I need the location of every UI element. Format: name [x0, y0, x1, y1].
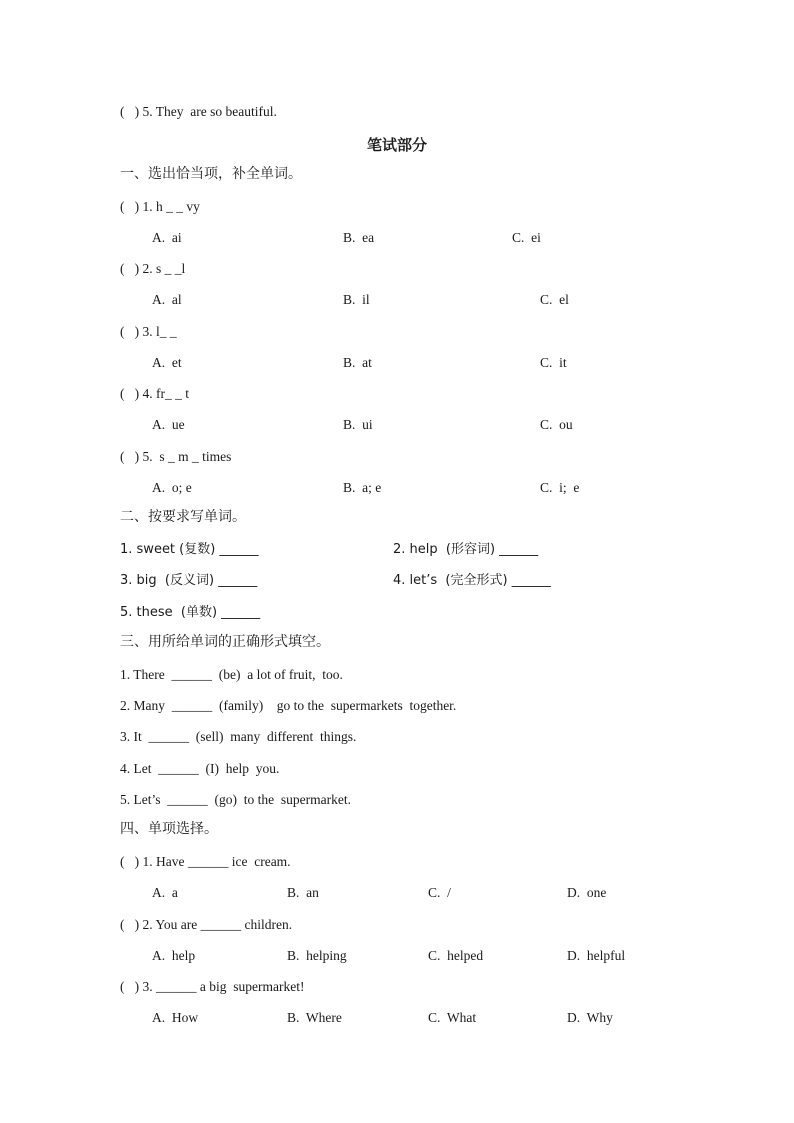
- option-c: C. helped: [428, 948, 484, 963]
- option-b: B. a; e: [343, 480, 382, 495]
- s4-q1: ( ) 1. Have ______ ice cream.: [120, 854, 291, 869]
- option-a: A. ue: [152, 417, 185, 432]
- option-b: B. il: [343, 292, 370, 307]
- section1-heading: 一、选出恰当项，补全单词。: [120, 166, 302, 182]
- s2-item1: 1. sweet (复数) ______: [120, 542, 259, 557]
- option-b: B. helping: [287, 948, 347, 963]
- option-b: B. ui: [343, 417, 373, 432]
- s1-q1: ( ) 1. h _ _ vy: [120, 199, 200, 214]
- s1-q2: ( ) 2. s _ _l: [120, 261, 186, 276]
- option-d: D. helpful: [567, 948, 626, 963]
- option-a: A. al: [152, 292, 182, 307]
- previous-item-5: ( ) 5. They are so beautiful.: [120, 104, 277, 119]
- option-c: C. it: [540, 355, 567, 370]
- option-a: A. a: [152, 885, 178, 900]
- option-d: D. Why: [567, 1010, 613, 1025]
- option-a: A. et: [152, 355, 182, 370]
- s3-item2: 2. Many ______ (family) go to the supermarkets together.: [120, 698, 457, 713]
- written-part-title: 笔试部分: [366, 136, 427, 154]
- s2-item2: 2. help (形容词) ______: [393, 542, 539, 557]
- option-c: C. ou: [540, 417, 573, 432]
- option-a: A. How: [152, 1010, 199, 1025]
- option-b: B. an: [287, 885, 319, 900]
- s2-item3: 3. big (反义词) ______: [120, 573, 258, 588]
- s3-item1: 1. There ______ (be) a lot of fruit, too.: [120, 667, 343, 682]
- s3-item4: 4. Let ______ (I) help you.: [120, 761, 280, 776]
- s3-item5: 5. Let’s ______ (go) to the supermarket.: [120, 792, 351, 807]
- s1-q5: ( ) 5. s _ m _ times: [120, 449, 232, 464]
- option-b: B. Where: [287, 1010, 342, 1025]
- s4-q3: ( ) 3. ______ a big supermarket!: [120, 979, 305, 994]
- s4-q2: ( ) 2. You are ______ children.: [120, 917, 293, 932]
- option-c: C. /: [428, 885, 451, 900]
- option-a: A. o; e: [152, 480, 192, 495]
- s2-item5: 5. these (单数) ______: [120, 605, 261, 620]
- section4-heading: 四、单项选择。: [120, 821, 218, 837]
- s1-q4: ( ) 4. fr_ _ t: [120, 386, 189, 401]
- option-a: A. help: [152, 948, 196, 963]
- section2-heading: 二、按要求写单词。: [120, 509, 246, 525]
- s2-item4: 4. let’s (完全形式) ______: [393, 573, 551, 588]
- option-c: C. i; e: [540, 480, 580, 495]
- option-b: B. ea: [343, 230, 375, 245]
- option-a: A. ai: [152, 230, 182, 245]
- option-c: C. el: [540, 292, 569, 307]
- option-c: C. ei: [512, 230, 541, 245]
- s3-item3: 3. It ______ (sell) many different things.: [120, 729, 357, 744]
- option-b: B. at: [343, 355, 372, 370]
- s1-q3: ( ) 3. l_ _: [120, 324, 177, 339]
- s4-q3-options: [152, 1009, 613, 1099]
- option-c: C. What: [428, 1010, 477, 1025]
- option-d: D. one: [567, 885, 607, 900]
- section3-heading: 三、用所给单词的正确形式填空。: [120, 634, 330, 650]
